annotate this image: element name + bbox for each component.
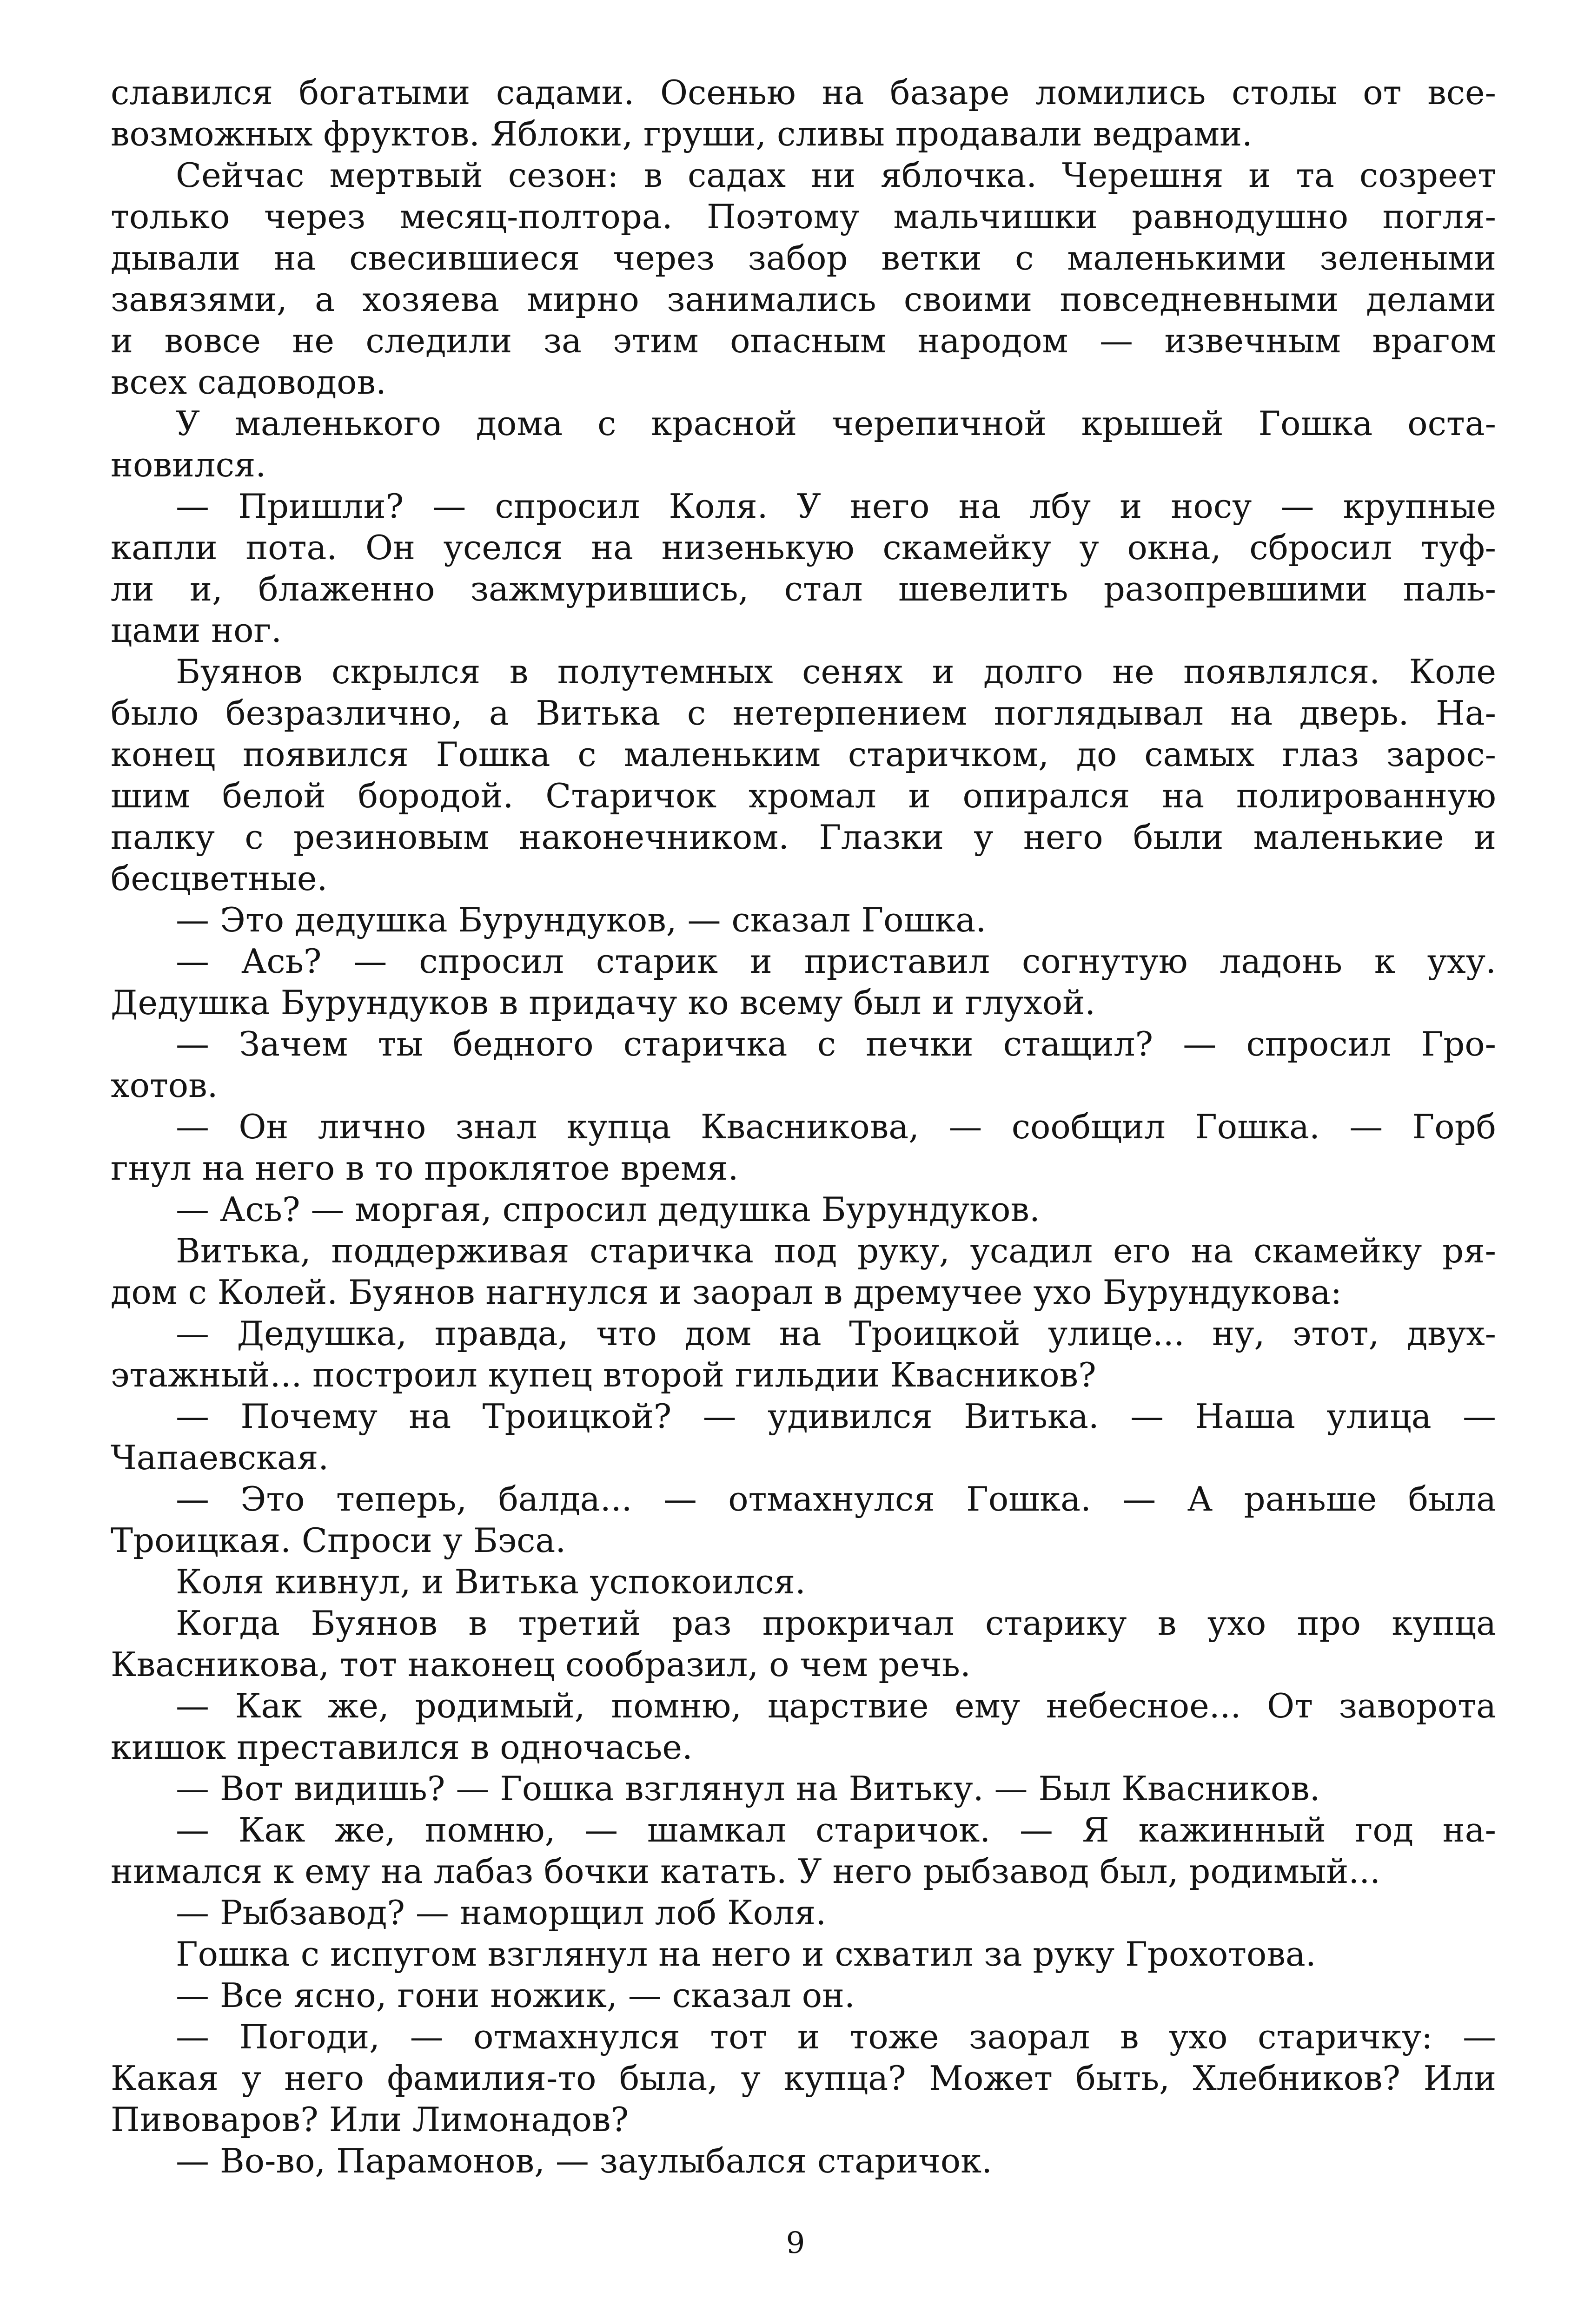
text-line: дом с Колей. Буянов нагнулся и заорал в дремучее ухо Бурундукова: — [111, 1273, 1342, 1312]
text-line: Дедушка Бурундуков в придачу ко всему был и глухой. — [111, 983, 1096, 1022]
book-page-text — [111, 72, 1496, 2182]
text-line: нимался к ему на лабаз бочки катать. У него рыбзавод был, родимый... — [111, 1852, 1380, 1891]
text-line: новился. — [111, 445, 266, 484]
text-line: — Зачем ты бедного старичка с печки стащил? — спросил Гро- — [176, 1024, 1496, 1063]
paragraph — [111, 1809, 1496, 1892]
text-line: возможных фруктов. Яблоки, груши, сливы продавали ведрами. — [111, 114, 1253, 153]
paragraph — [111, 1313, 1496, 1396]
paragraph — [111, 1479, 1496, 1561]
text-line: Буянов скрылся в полутемных сенях и долго не появлялся. Коле — [176, 652, 1496, 691]
text-flow — [111, 72, 1496, 2182]
text-line: Когда Буянов в третий раз прокричал старику в ухо про купца — [176, 1604, 1496, 1643]
text-line: — Почему на Троицкой? — удивился Витька. — Наша улица — — [176, 1397, 1496, 1436]
text-line: всех садоводов. — [111, 363, 386, 402]
paragraph — [111, 155, 1496, 403]
paragraph — [111, 1106, 1496, 1189]
paragraph — [111, 1892, 1496, 1934]
text-line: палку с резиновым наконечником. Глазки у него были маленькие и — [111, 818, 1496, 857]
text-line: — Дедушка, правда, что дом на Троицкой улице... ну, этот, двух- — [176, 1314, 1496, 1353]
text-line: кишок преставился в одночасье. — [111, 1728, 693, 1767]
paragraph — [111, 651, 1496, 899]
paragraph — [111, 1396, 1496, 1479]
paragraph — [111, 72, 1496, 155]
text-line: — Ась? — спросил старик и приставил согнутую ладонь к уху. — [176, 942, 1496, 981]
text-line: хотов. — [111, 1066, 218, 1105]
text-line: Троицкая. Спроси у Бэса. — [111, 1521, 566, 1560]
text-line: завязями, а хозяева мирно занимались своими повседневными делами — [111, 280, 1496, 319]
paragraph — [111, 1768, 1496, 1809]
text-line: — Это теперь, балда... — отмахнулся Гошка. — А раньше была — [176, 1479, 1496, 1519]
text-line: — Он лично знал купца Квасникова, — сообщил Гошка. — Горб — [176, 1107, 1496, 1146]
paragraph — [111, 1603, 1496, 1685]
text-line: — Ась? — моргая, спросил дедушка Бурундуков. — [176, 1190, 1040, 1229]
text-line: — Как же, родимый, помню, царствие ему небесное... От заворота — [176, 1686, 1496, 1725]
paragraph — [111, 403, 1496, 486]
paragraph — [111, 1023, 1496, 1106]
text-line: ли и, блаженно зажмурившись, стал шевелить разопревшими паль- — [111, 569, 1496, 608]
text-line: Квасникова, тот наконец сообразил, о чем речь. — [111, 1645, 971, 1684]
paragraph — [111, 941, 1496, 1023]
text-line: — Погоди, — отмахнулся тот и тоже заорал в ухо старичку: — — [176, 2017, 1496, 2056]
text-line: капли пота. Он уселся на низенькую скамейку у окна, сбросил туф- — [111, 528, 1496, 567]
paragraph — [111, 1685, 1496, 1768]
paragraph — [111, 899, 1496, 941]
text-line: Витька, поддерживая старичка под руку, усадил его на скамейку ря- — [176, 1231, 1496, 1270]
paragraph — [111, 1934, 1496, 1975]
text-line: гнул на него в то проклятое время. — [111, 1149, 739, 1188]
text-line: Гошка с испугом взглянул на него и схватил за руку Грохотова. — [176, 1934, 1316, 1974]
paragraph — [111, 486, 1496, 651]
paragraph — [111, 1189, 1496, 1230]
paragraph — [111, 1561, 1496, 1603]
text-line: и вовсе не следили за этим опасным народом — извечным врагом — [111, 321, 1496, 360]
text-line: — Во-во, Парамонов, — заулыбался старичок. — [176, 2141, 992, 2180]
paragraph — [111, 1975, 1496, 2016]
text-line: — Рыбзавод? — наморщил лоб Коля. — [176, 1893, 827, 1932]
text-line: — Вот видишь? — Гошка взглянул на Витьку. — Был Квасников. — [176, 1769, 1320, 1808]
text-line: только через месяц-полтора. Поэтому мальчишки равнодушно погля- — [111, 197, 1496, 236]
text-line: — Как же, помню, — шамкал старичок. — Я кажинный год на- — [176, 1810, 1496, 1849]
page-number: 9 — [786, 2226, 805, 2260]
text-line: — Все ясно, гони ножик, — сказал он. — [176, 1976, 855, 2015]
text-line: шим белой бородой. Старичок хромал и опирался на полированную — [111, 776, 1496, 815]
text-line: было безразлично, а Витька с нетерпением поглядывал на дверь. На- — [111, 693, 1496, 733]
text-line: бесцветные. — [111, 859, 328, 898]
paragraph — [111, 2016, 1496, 2140]
text-line: Коля кивнул, и Витька успокоился. — [176, 1562, 806, 1601]
text-line: Чапаевская. — [111, 1438, 329, 1477]
text-line: Сейчас мертвый сезон: в садах ни яблочка. Черешня и та созреет — [176, 156, 1496, 195]
paragraph — [111, 1230, 1496, 1313]
text-line: Какая у него фамилия-то была, у купца? Может быть, Хлебников? Или — [111, 2059, 1496, 2098]
text-line: — Это дедушка Бурундуков, — сказал Гошка. — [176, 900, 987, 939]
text-line: конец появился Гошка с маленьким старичком, до самых глаз зарос- — [111, 735, 1496, 774]
text-line: дывали на свесившиеся через забор ветки с маленькими зелеными — [111, 238, 1496, 277]
text-line: этажный... построил купец второй гильдии Квасников? — [111, 1355, 1096, 1394]
text-line: цами ног. — [111, 611, 282, 650]
text-line: — Пришли? — спросил Коля. У него на лбу и носу — крупные — [176, 487, 1496, 526]
text-line: славился богатыми садами. Осенью на базаре ломились столы от все- — [111, 73, 1496, 112]
text-line: У маленького дома с красной черепичной крышей Гошка оста- — [176, 404, 1496, 443]
paragraph — [111, 2140, 1496, 2182]
text-line: Пивоваров? Или Лимонадов? — [111, 2100, 629, 2139]
